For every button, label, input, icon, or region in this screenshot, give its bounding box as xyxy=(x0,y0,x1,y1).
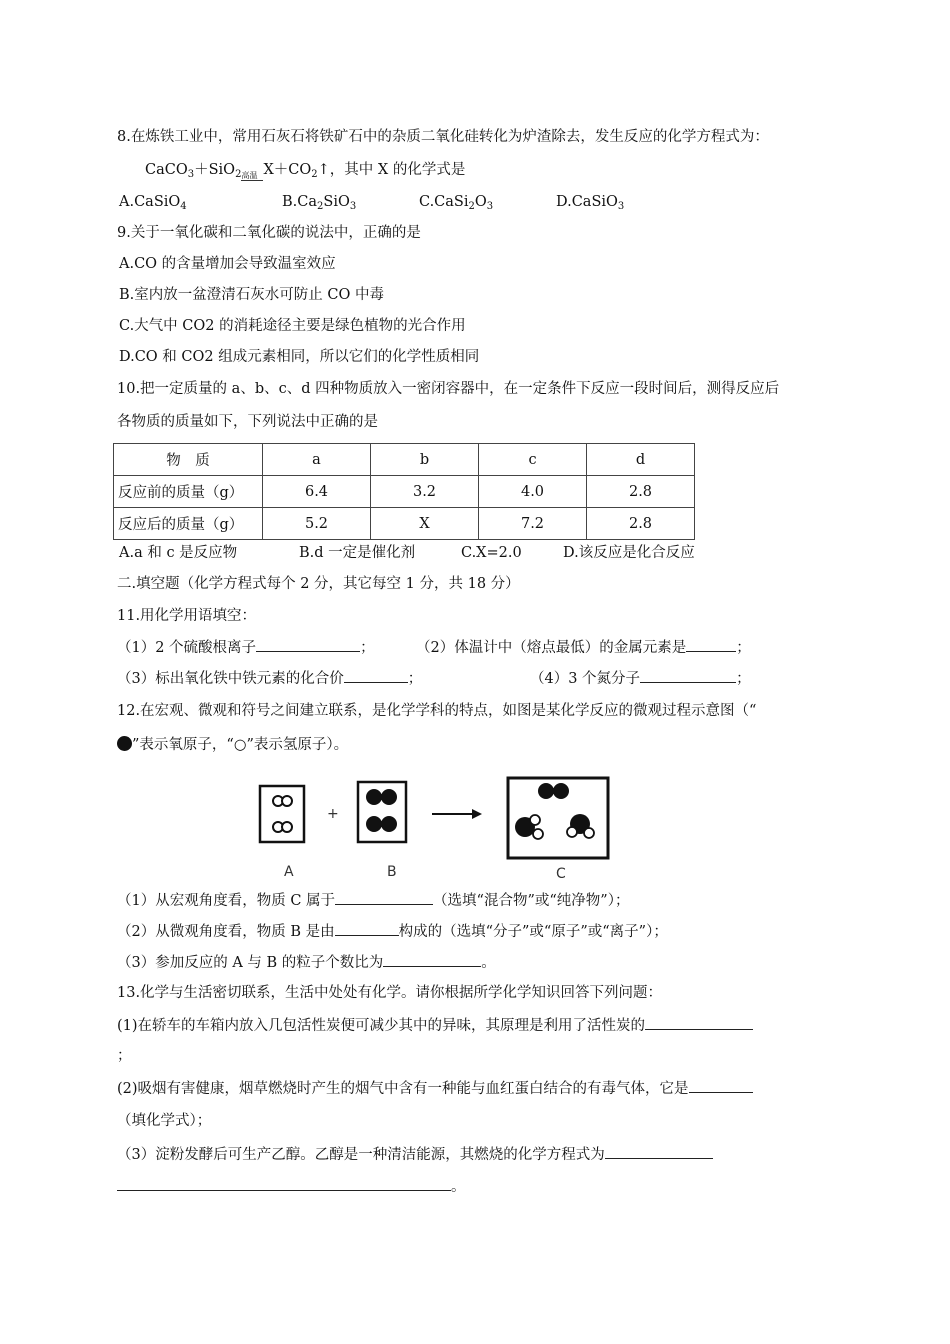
q12-part1: （1）从宏观角度看，物质 C 属于 （选填“混合物”或“纯净物”）； xyxy=(117,890,629,911)
table-cell: 3.2 xyxy=(371,476,479,508)
table-header-cell: c xyxy=(479,444,587,476)
q8-option-d[interactable]: D.CaSiO$_3$ xyxy=(556,194,625,212)
answer-blank[interactable] xyxy=(605,1144,713,1159)
answer-blank[interactable] xyxy=(645,1015,753,1030)
section-title: 二.填空题（化学方程式每个 2 分，其它每空 1 分，共 18 分） xyxy=(117,576,520,592)
table-cell: 6.4 xyxy=(263,476,371,508)
answer-blank[interactable] xyxy=(640,668,736,683)
q13-part2: (2)吸烟有害健康，烟草燃烧时产生的烟气中含有一种能与血红蛋白结合的有毒气体，它是 xyxy=(117,1078,753,1099)
reaction-condition: 高温 xyxy=(241,171,258,180)
answer-blank[interactable] xyxy=(335,921,399,936)
oxygen-atom-icon xyxy=(538,783,554,799)
answer-blank[interactable] xyxy=(686,637,736,652)
q8-equation: CaCO$_3$＋SiO$_2$ 高温 $X+CO_2↑$，其中 X 的化学式是 xyxy=(145,160,465,185)
q8-option-a[interactable]: A.CaSiO$_4$ xyxy=(119,194,187,212)
q10-option-c[interactable]: C.X=2.0 xyxy=(461,545,522,561)
molecule-box-b xyxy=(358,782,406,842)
q11-part2: （2）体温计中（熔点最低）的金属元素是 ； xyxy=(416,637,751,658)
q13-stem: 13.化学与生活密切联系，生活中处处有化学。请你根据所学化学知识回答下列问题： xyxy=(117,985,663,1001)
q9-option-a[interactable]: A.CO 的含量增加会导致温室效应 xyxy=(119,256,336,272)
q9-stem: 9.关于一氧化碳和二氧化碳的说法中，正确的是 xyxy=(117,225,421,241)
q10-stem-line2: 各物质的质量如下，下列说法中正确的是 xyxy=(117,414,378,430)
q11-part4: （4）3 个氮分子 ； xyxy=(530,668,751,689)
q13-part3-line2: 。 xyxy=(117,1176,466,1197)
table-cell: 反应前的质量（g） xyxy=(114,476,263,508)
q12-stem-line2: ”表示氧原子，“○”表示氢原子）。 xyxy=(117,735,348,755)
hydrogen-atom-icon xyxy=(282,822,292,832)
q11-part3: （3）标出氧化铁中铁元素的化合价 ； xyxy=(117,668,422,689)
q9-option-c[interactable]: C.大气中 CO2 的消耗途径主要是绿色植物的光合作用 xyxy=(119,318,466,334)
reaction-diagram xyxy=(250,772,630,884)
table-header-cell: d xyxy=(587,444,695,476)
molecule-box-a xyxy=(260,786,304,842)
q9-option-d[interactable]: D.CO 和 CO2 组成元素相同，所以它们的化学性质相同 xyxy=(119,349,480,365)
q10-option-a[interactable]: A.a 和 c 是反应物 xyxy=(119,545,238,561)
table-cell: X xyxy=(371,508,479,540)
q13-part3: （3）淀粉发酵后可生产乙醇。乙醇是一种清洁能源，其燃烧的化学方程式为 xyxy=(117,1144,713,1165)
answer-blank[interactable] xyxy=(689,1078,753,1093)
q11-part1: （1）2 个硫酸根离子 ； xyxy=(117,637,375,658)
mass-table xyxy=(113,443,695,540)
table-row xyxy=(114,476,695,508)
q12-stem-line1: 12.在宏观、微观和符号之间建立联系，是化学学科的特点，如图是某化学反应的微观过程示意图（“ xyxy=(117,703,757,719)
table-header-cell: b xyxy=(371,444,479,476)
q10-stem-line1: 10.把一定质量的 a、b、c、d 四种物质放入一密闭容器中，在一定条件下反应一段时间后，测得反应后 xyxy=(117,381,780,397)
q12-part2: （2）从微观角度看，物质 B 是由 构成的（选填“分子”或“原子”或“离子”）； xyxy=(117,921,668,942)
answer-blank[interactable] xyxy=(383,952,481,967)
table-cell: 2.8 xyxy=(587,508,695,540)
oxygen-atom-icon xyxy=(381,789,397,805)
hydrogen-atom-icon xyxy=(567,827,577,837)
label-c: C xyxy=(556,866,566,882)
q8-option-b[interactable]: $B.Ca_2SiO_3$ xyxy=(282,194,357,212)
plus-sign: + xyxy=(327,806,339,822)
table-cell: 5.2 xyxy=(263,508,371,540)
answer-blank[interactable] xyxy=(344,668,408,683)
q13-part1: (1)在轿车的车箱内放入几包活性炭便可减少其中的异味，其原理是利用了活性炭的 xyxy=(117,1015,753,1036)
hydrogen-atom-icon xyxy=(282,796,292,806)
reaction-arrow-head xyxy=(472,809,482,819)
q8-stem: 8.在炼铁工业中，常用石灰石将铁矿石中的杂质二氧化硅转化为炉渣除去，发生反应的化学方程式为： xyxy=(117,129,769,145)
answer-blank[interactable] xyxy=(256,637,360,652)
q12-part3: （3）参加反应的 A 与 B 的粒子个数比为 。 xyxy=(117,952,496,973)
oxygen-atom-icon xyxy=(553,783,569,799)
hydrogen-atom-icon xyxy=(533,829,543,839)
q10-option-b[interactable]: B.d 一定是催化剂 xyxy=(299,545,416,561)
hydrogen-atom-icon xyxy=(530,815,540,825)
q11-stem: 11.用化学用语填空： xyxy=(117,608,257,624)
q8-option-c[interactable]: $C.CaSi_2O_3$ xyxy=(419,194,494,212)
label-b: B xyxy=(387,864,397,880)
table-row xyxy=(114,508,695,540)
q9-option-b[interactable]: B.室内放一盆澄清石灰水可防止 CO 中毒 xyxy=(119,287,384,303)
table-cell: 反应后的质量（g） xyxy=(114,508,263,540)
oxygen-atom-icon xyxy=(366,789,382,805)
oxygen-atom-icon xyxy=(366,816,382,832)
reaction-diagram-svg xyxy=(250,772,630,884)
label-a: A xyxy=(284,864,294,880)
answer-blank[interactable] xyxy=(335,890,433,905)
q13-part1-end: ； xyxy=(117,1048,132,1064)
table-header-row xyxy=(114,444,695,476)
hydrogen-atom-icon xyxy=(584,828,594,838)
answer-blank[interactable] xyxy=(117,1176,451,1191)
table-cell: 2.8 xyxy=(587,476,695,508)
table-header-cell: 物 质 xyxy=(114,444,263,476)
q13-part2-end: （填化学式）； xyxy=(117,1113,212,1129)
oxygen-atom-icon xyxy=(381,816,397,832)
oxygen-atom-icon xyxy=(117,736,132,751)
table-header-cell: a xyxy=(263,444,371,476)
q10-option-d[interactable]: D.该反应是化合反应 xyxy=(563,545,695,561)
table-cell: 4.0 xyxy=(479,476,587,508)
table-cell: 7.2 xyxy=(479,508,587,540)
